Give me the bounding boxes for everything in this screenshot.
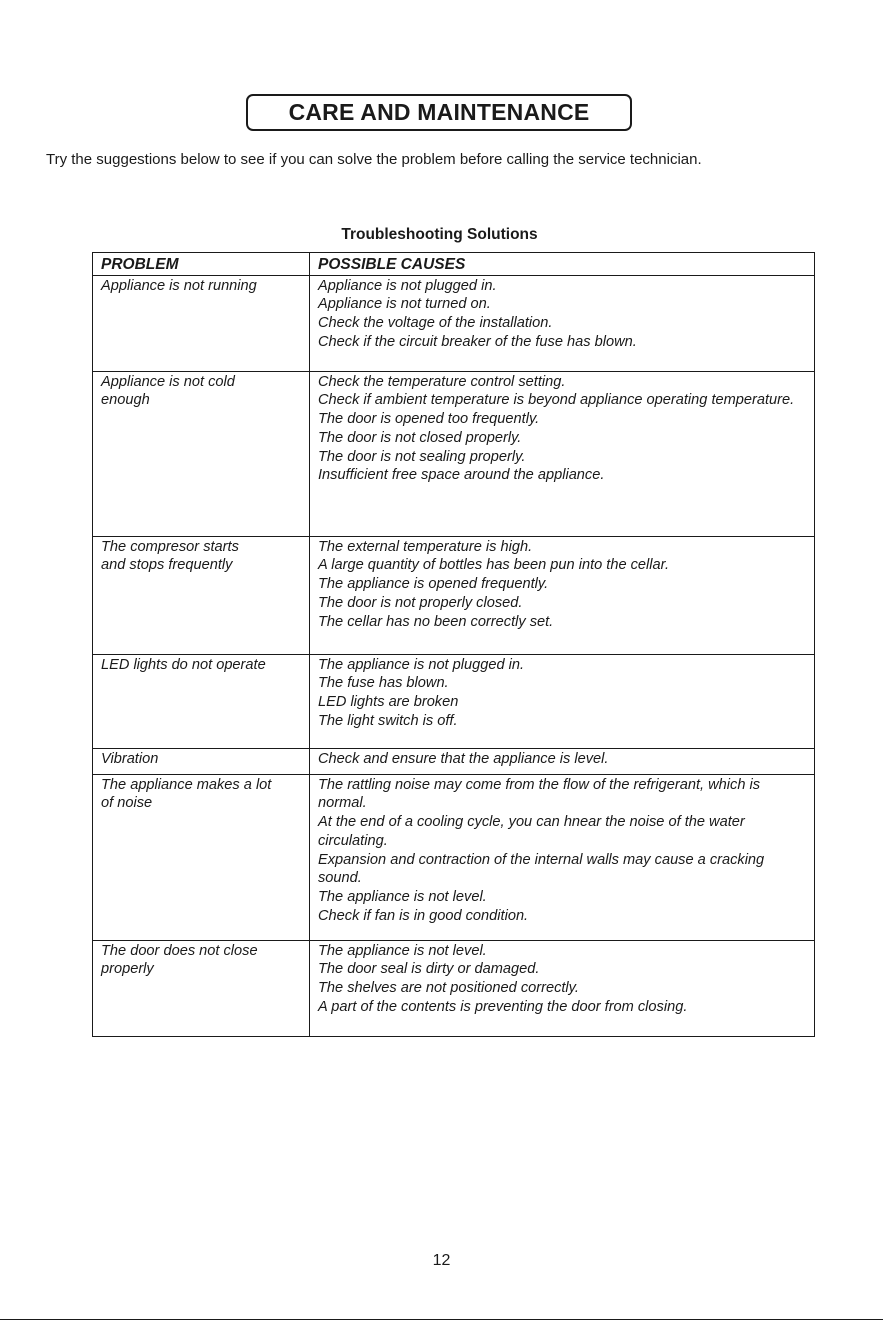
cause-item: Appliance is not turned on. [318,296,491,313]
causes-cell [310,748,815,774]
cause-item: The appliance is not level. [318,942,487,959]
cause-item: Check the temperature control setting. [318,373,566,390]
cause-item: Check if ambient temperature is beyond appliance operating temperature. [318,392,795,409]
cause-item: Insufficient free space around the appliance. [318,467,605,484]
cause-item: Check and ensure that the appliance is level. [318,750,609,767]
page-title-box [246,94,632,131]
causes-cell [310,774,815,940]
page-number: 12 [432,1252,451,1269]
column-header-causes: POSSIBLE CAUSES [310,253,815,276]
cause-item: A part of the contents is preventing the door from closing. [318,998,688,1015]
problem-cell: The door does not close properly [93,940,310,1036]
cause-item: A large quantity of bottles has been pun into the cellar. [318,557,670,574]
table-title [0,226,883,244]
cause-item: Expansion and contraction of the internal walls may cause a cracking sound. [318,851,765,887]
problem-cell: The compresor starts and stops frequently [93,536,310,654]
column-header-problem: PROBLEM [93,253,310,276]
causes-cell [310,536,815,654]
cause-item: The appliance is not level. [318,888,487,905]
cause-item: The rattling noise may come from the flow of the refrigerant, which is normal. [318,776,761,812]
table-row [93,536,815,654]
bottom-rule [0,1319,883,1320]
intro-text: Try the suggestions below to see if you can solve the problem before calling the service technician. [46,151,702,168]
table-row [93,654,815,748]
causes-cell [310,654,815,748]
cause-item: Check if the circuit breaker of the fuse has blown. [318,333,637,350]
cause-item: The door is not closed properly. [318,429,522,446]
table-header-row [93,253,815,276]
cause-item: The door is not properly closed. [318,594,523,611]
table-row [93,371,815,536]
cause-item: Check the voltage of the installation. [318,315,553,332]
table-row [93,940,815,1036]
troubleshooting-table [92,252,815,1037]
causes-cell [310,371,815,536]
causes-cell [310,940,815,1036]
cause-item: Check if fan is in good condition. [318,907,529,924]
table-row [93,774,815,940]
cause-item: The appliance is not plugged in. [318,656,525,673]
cause-item: LED lights are broken [318,694,459,711]
cause-item: The cellar has no been correctly set. [318,613,554,630]
table-row [93,275,815,371]
table-body [93,275,815,1036]
problem-cell: LED lights do not operate [93,654,310,748]
cause-item: The appliance is opened frequently. [318,576,549,593]
table-title-text: Troubleshooting Solutions [341,226,538,243]
cause-item: The door is opened too frequently. [318,411,540,428]
cause-item: The door is not sealing properly. [318,448,526,465]
problem-cell: Vibration [93,748,310,774]
problem-cell: Appliance is not cold enough [93,371,310,536]
cause-item: The light switch is off. [318,712,458,729]
page-title: CARE AND MAINTENANCE [288,99,590,125]
cause-item: The external temperature is high. [318,538,533,555]
cause-item: The fuse has blown. [318,675,449,692]
problem-cell: Appliance is not running [93,275,310,371]
table-row [93,748,815,774]
causes-cell [310,275,815,371]
cause-item: Appliance is not plugged in. [318,277,497,294]
problem-cell: The appliance makes a lot of noise [93,774,310,940]
cause-item: At the end of a cooling cycle, you can hnear the noise of the water circulating. [318,814,745,849]
cause-item: The shelves are not positioned correctly. [318,980,579,997]
cause-item: The door seal is dirty or damaged. [318,961,540,978]
